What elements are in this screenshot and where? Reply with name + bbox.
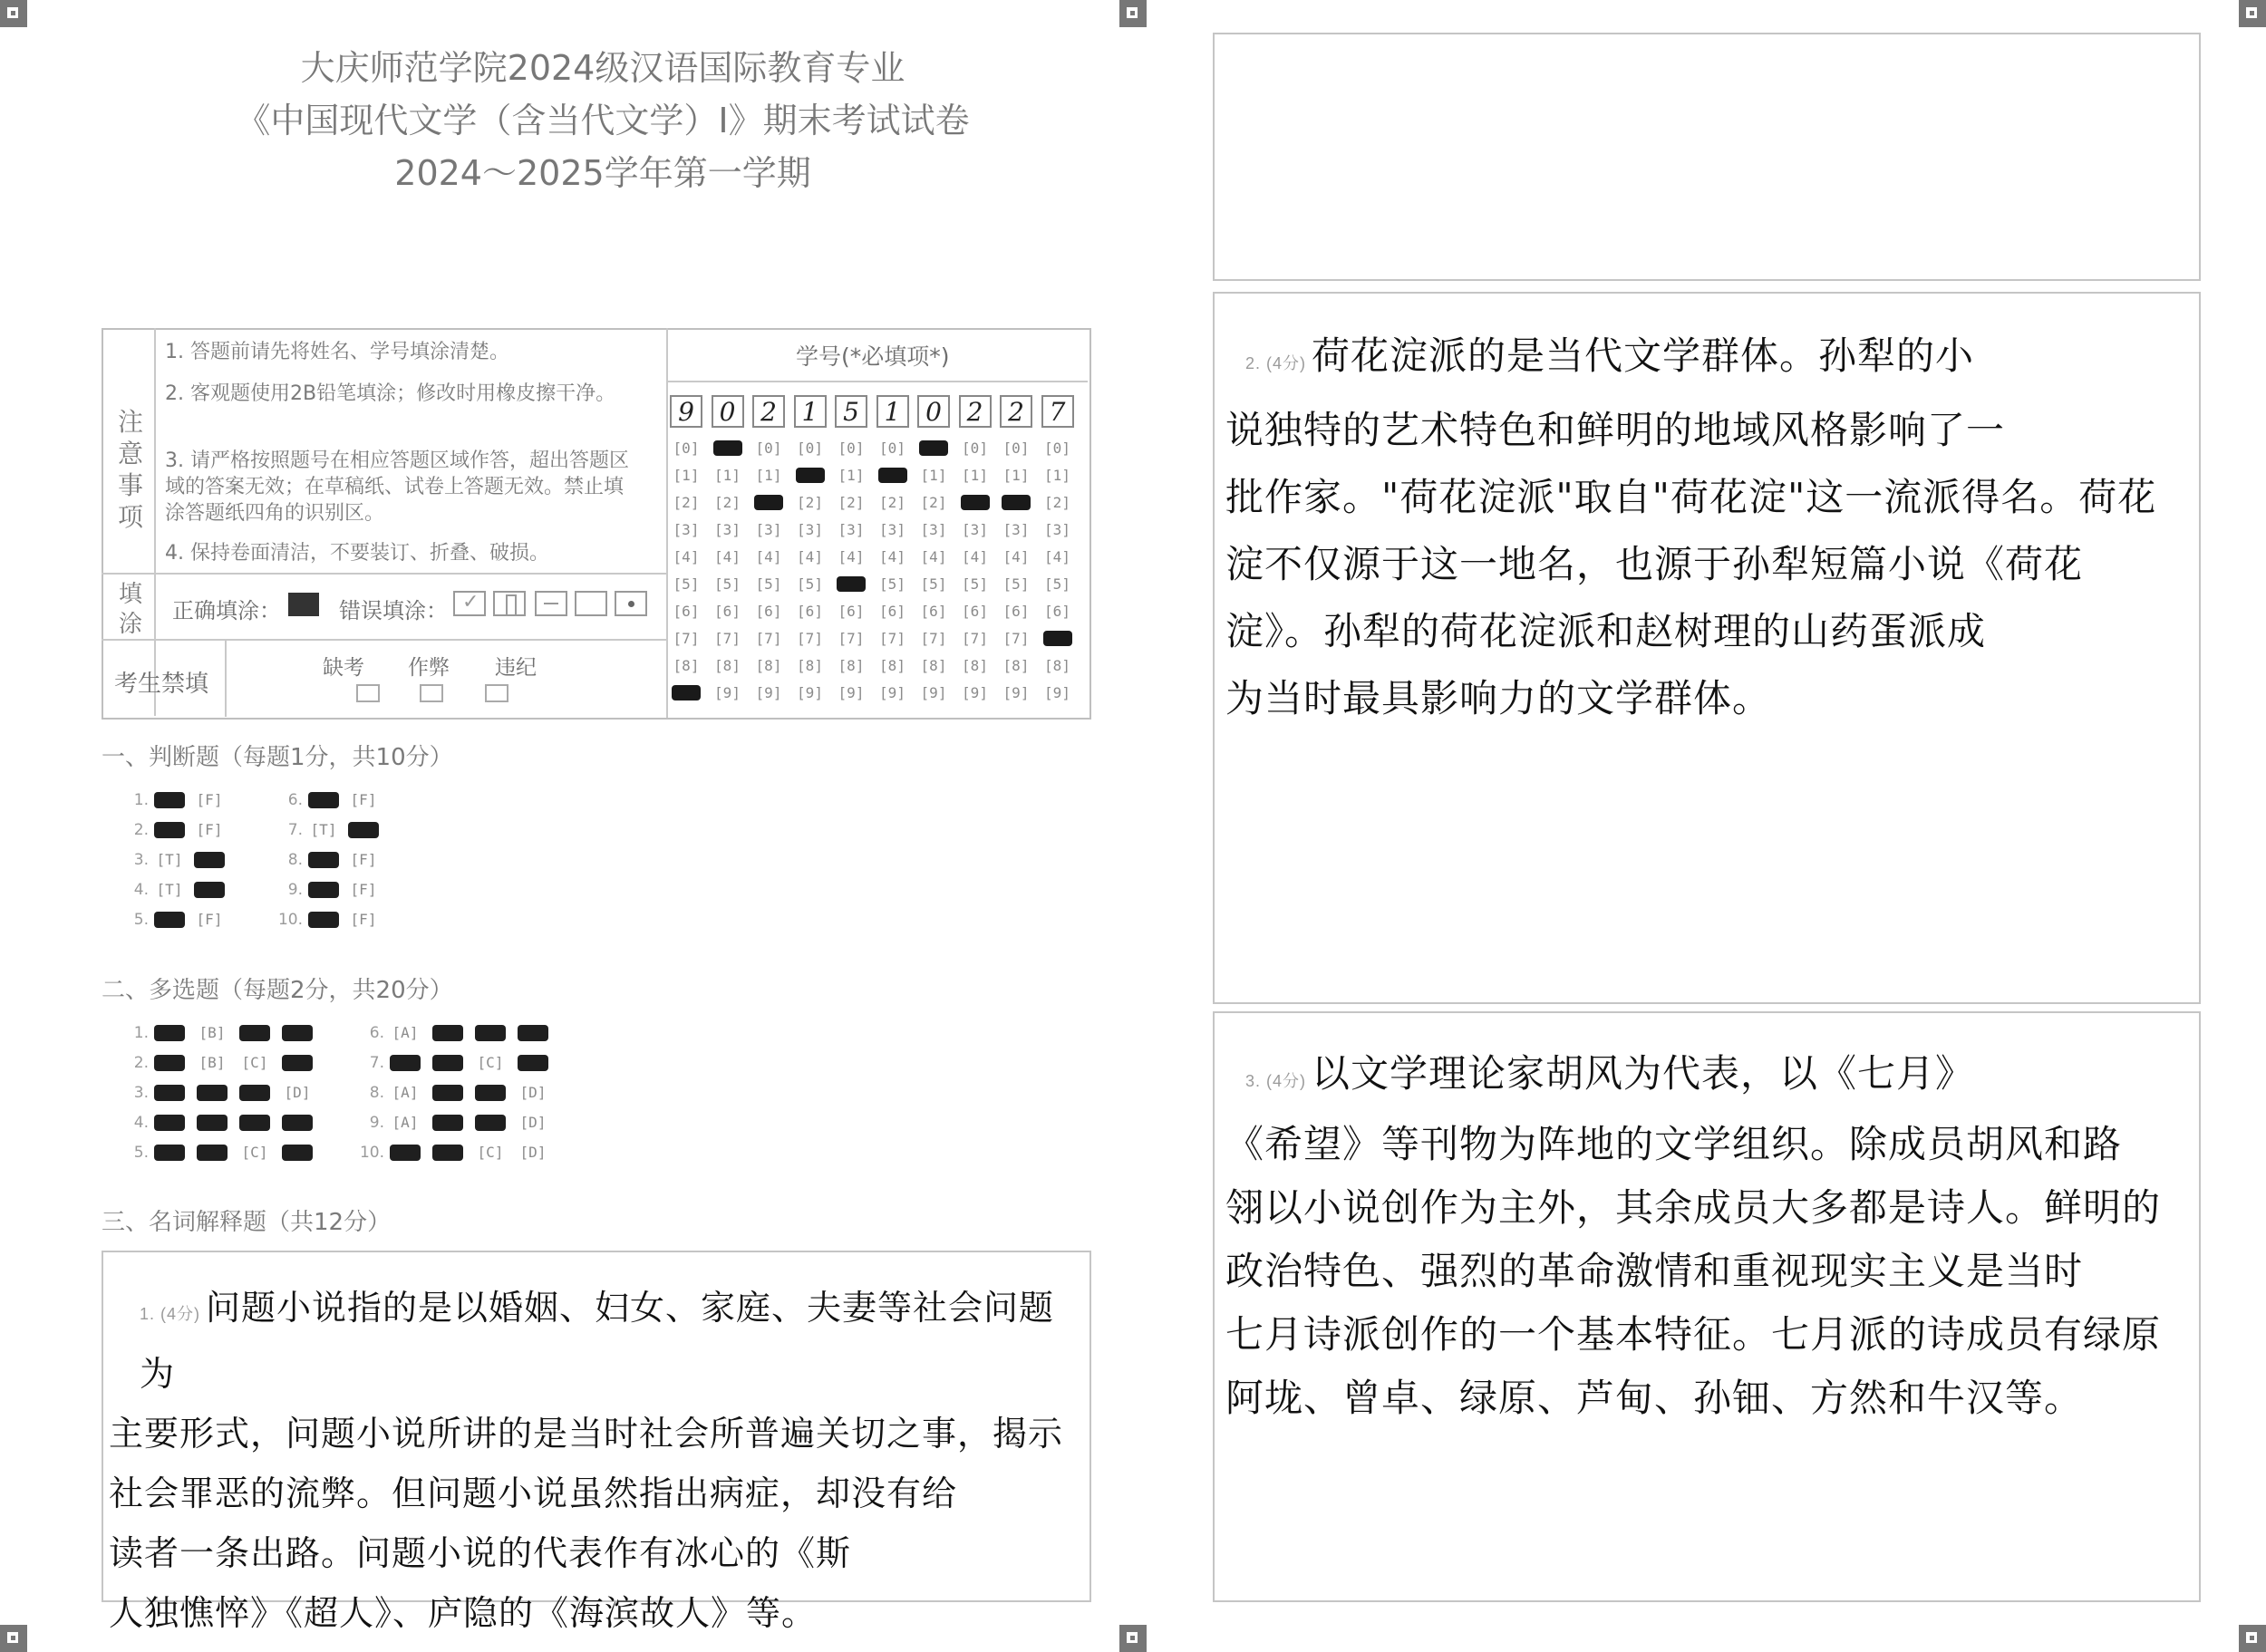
student-id-bubble[interactable]: [8] [838,657,865,674]
mc-question-number: 5. [133,1144,149,1162]
tf-question-number: 10. [277,911,303,929]
mc-option-b[interactable] [197,1144,228,1162]
wrong-fill-check-sample: ✓ [453,591,486,616]
answer-q3-text [1225,1042,2186,1430]
mc-option-c[interactable]: [C] [241,1054,268,1071]
answer-q2-line: 批作家。"荷花淀派"取自"荷花淀"这一流派得名。荷花 [1225,475,2157,519]
student-id-bubble[interactable]: [7] [838,630,865,647]
mc-option-b[interactable] [432,1054,463,1072]
mc-option-d[interactable] [282,1144,313,1162]
tf-option-f[interactable]: [F] [196,821,223,838]
student-id-bubble[interactable]: [8] [879,657,905,674]
mc-option-d[interactable] [282,1024,313,1042]
answer-q3-line: 七月诗派创作的一个基本特征。七月派的诗成员有绿原 [1225,1312,2162,1357]
student-id-bubble[interactable] [876,466,909,486]
student-id-bubble[interactable]: [7] [714,630,741,647]
student-id-digit-cell: 2 [1000,395,1032,428]
mc-option-a[interactable] [154,1024,185,1042]
mc-question-number: 9. [369,1114,384,1132]
tf-option-f[interactable]: [F] [350,911,377,928]
cheat-label: 作弊 [408,656,450,680]
violation-checkbox[interactable] [485,684,508,702]
student-id-bubble[interactable]: [4] [879,548,905,565]
tf-option-t[interactable] [308,851,339,869]
student-id-bubble[interactable]: [0] [797,440,823,457]
student-id-bubble[interactable]: [6] [1002,603,1030,620]
student-id-bubble[interactable]: [8] [714,657,741,674]
student-id-bubble[interactable] [794,466,827,486]
notice-item-1: 1. 答题前请先将姓名、学号填涂清楚。 [165,341,509,363]
divider [666,328,668,718]
section1-title: 一、判断题（每题1分，共10分） [102,744,453,771]
student-id-bubble[interactable]: [3] [920,521,947,538]
mc-question-number: 8. [369,1084,384,1102]
mc-option-d[interactable]: [D] [284,1084,311,1101]
tf-option-t[interactable] [308,911,339,929]
wrong-fill-dash-sample [535,591,567,616]
student-id-bubble[interactable]: [2] [879,494,905,511]
mc-option-c[interactable]: [C] [477,1054,504,1071]
mc-question-number: 4. [133,1114,149,1132]
student-id-bubble[interactable]: [6] [879,603,905,620]
mc-question-number: 1. [133,1024,149,1042]
student-id-bubble[interactable]: [5] [879,575,905,593]
mc-question-number: 3. [133,1084,149,1102]
student-id-bubble[interactable] [959,493,992,513]
student-id-bubble[interactable]: [3] [962,521,988,538]
divider [102,639,666,641]
tf-question-number: 8. [287,851,303,869]
student-id-bubble[interactable]: [5] [1044,575,1070,593]
student-id-digit-cell: 5 [835,395,867,428]
student-id-bubble[interactable]: [8] [920,657,947,674]
mc-option-a[interactable] [390,1144,421,1162]
student-id-bubble[interactable]: [3] [673,521,700,538]
student-id-bubble[interactable]: [1] [673,467,700,484]
student-id-bubble[interactable] [670,683,702,703]
answer-q1-line: 读者一条出路。问题小说的代表作有冰心的《斯 [109,1533,852,1573]
mc-option-b[interactable] [432,1144,463,1162]
student-id-bubble[interactable]: [6] [962,603,988,620]
corner-mark-top-right [2239,0,2266,27]
student-id-bubble[interactable]: [3] [714,521,741,538]
student-id-digit-cell: 2 [752,395,785,428]
student-id-bubble[interactable]: [6] [755,603,782,620]
title-line-2: 《中国现代文学（含当代文学）Ⅰ》期末考试试卷 [236,101,970,140]
answer-q1-score: 1. (4分) [140,1305,201,1323]
student-id-bubble[interactable]: [0] [673,440,700,457]
mc-option-c[interactable] [239,1114,270,1132]
divider [225,639,227,717]
answer-q2-line: 2. (4分) 荷花淀派的是当代文学群体。孙犁的小 [1245,333,1975,378]
divider [102,573,666,575]
mc-option-d[interactable] [282,1054,313,1072]
student-id-bubble[interactable]: [9] [1002,684,1030,701]
mc-option-a[interactable] [154,1084,185,1102]
student-id-bubble[interactable]: [1] [755,467,782,484]
student-id-bubble[interactable]: [9] [920,684,947,701]
student-id-bubble[interactable]: [7] [920,630,947,647]
answer-q2-line: 淀不仅源于这一地名，也源于孙犁短篇小说《荷花 [1225,542,2084,586]
mc-option-d[interactable]: [D] [519,1114,547,1131]
mc-option-c[interactable]: [C] [477,1144,504,1161]
title-line-1: 大庆师范学院2024级汉语国际教育专业 [300,48,905,88]
mc-option-d[interactable] [518,1024,548,1042]
student-id-bubble[interactable]: [3] [838,521,865,538]
student-id-bubble[interactable]: [1] [920,467,947,484]
correct-fill-sample [288,593,319,616]
mc-option-b[interactable] [432,1114,463,1132]
student-id-bubble[interactable]: [2] [714,494,741,511]
answer-q1-line: 1. (4分) 问题小说指的是以婚姻、妇女、家庭、夫妻等社会问题为 [140,1288,1055,1394]
student-id-bubble[interactable]: [8] [1002,657,1030,674]
student-id-bubble[interactable]: [4] [962,548,988,565]
mc-option-c[interactable]: [C] [241,1144,268,1161]
tf-option-f[interactable]: [F] [350,851,377,868]
tf-option-f[interactable]: [F] [350,881,377,898]
student-id-bubble[interactable]: [7] [1002,630,1030,647]
student-id-digit-cell: 2 [959,395,992,428]
notice-item-4: 4. 保持卷面清洁，不要装订、折叠、破损。 [165,542,549,565]
student-id-bubble[interactable]: [6] [920,603,947,620]
student-id-bubble[interactable] [917,439,950,459]
correct-fill-label: 正确填涂： [172,598,281,623]
student-id-bubble[interactable]: [3] [1044,521,1070,538]
tf-option-t[interactable]: [T] [156,881,183,898]
student-id-bubble[interactable]: [6] [714,603,741,620]
student-id-bubble[interactable]: [7] [797,630,823,647]
student-id-bubble[interactable]: [9] [714,684,741,701]
answer-q2-line: 说独特的艺术特色和鲜明的地域风格影响了一 [1225,408,2006,452]
divider [154,328,156,716]
student-id-bubble[interactable]: [9] [962,684,988,701]
mc-option-b[interactable] [197,1084,228,1102]
tf-option-f[interactable] [194,851,225,869]
answer-q3-line: 3. (4分) 以文学理论家胡风为代表，以《七月》 [1245,1051,1975,1096]
student-id-title: 学号(*必填项*) [796,343,950,370]
fill-label: 填涂 [118,581,142,638]
student-id-bubble[interactable]: [1] [714,467,741,484]
mc-option-a[interactable] [154,1114,185,1132]
wrong-fill-bar-sample [493,591,526,616]
answer-q2-score: 2. (4分) [1245,354,1307,372]
student-id-bubble[interactable]: [1] [962,467,988,484]
mc-option-a[interactable]: [A] [392,1084,419,1101]
student-id-bubble[interactable]: [3] [879,521,905,538]
student-id-bubble[interactable]: [8] [797,657,823,674]
mc-option-c[interactable] [475,1024,506,1042]
student-id-digit-cell: 9 [670,395,702,428]
student-id-bubble[interactable]: [6] [838,603,865,620]
student-id-bubble[interactable]: [4] [838,548,865,565]
answer-q1-line: 主要形式，问题小说所讲的是当时社会所普遍关切之事，揭示 [109,1414,1064,1454]
mc-option-b[interactable] [197,1114,228,1132]
student-id-bubble[interactable]: [7] [879,630,905,647]
mc-option-a[interactable] [154,1144,185,1162]
tf-option-t[interactable]: [T] [156,851,183,868]
corner-mark-bottom-left [0,1625,27,1652]
tf-question-number: 4. [133,881,149,899]
mc-option-a[interactable] [390,1054,421,1072]
mc-option-b[interactable]: [B] [199,1024,226,1041]
tf-option-t[interactable] [154,821,185,839]
mc-option-a[interactable]: [A] [392,1114,419,1131]
absent-label: 缺考 [323,656,364,680]
student-id-bubble[interactable] [1041,629,1074,649]
student-id-bubble[interactable]: [1] [1044,467,1070,484]
student-id-bubble[interactable]: [8] [755,657,782,674]
student-id-bubble[interactable]: [4] [1002,548,1030,565]
mc-option-a[interactable]: [A] [392,1024,419,1041]
mc-option-b[interactable]: [B] [199,1054,226,1071]
student-id-bubble[interactable]: [5] [1002,575,1030,593]
answer-q3-line: 《希望》等刊物为阵地的文学组织。除成员胡风和路 [1225,1122,2123,1166]
student-id-bubble[interactable] [1000,493,1032,513]
tf-option-t[interactable] [154,911,185,929]
answer-q1-line: 社会罪恶的流弊。但问题小说虽然指出病症，却没有给 [109,1473,958,1513]
tf-option-f[interactable]: [F] [196,791,223,808]
student-id-bubble[interactable]: [0] [1002,440,1030,457]
section2-title: 二、多选题（每题2分，共20分） [102,977,453,1004]
violation-label: 违纪 [495,656,537,680]
answer-q3-line: 政治特色、强烈的革命激情和重视现实主义是当时 [1225,1249,2084,1293]
mc-question-number: 10. [359,1144,384,1162]
student-id-bubble[interactable]: [6] [1044,603,1070,620]
tf-option-f[interactable]: [F] [196,911,223,928]
tf-option-f[interactable]: [F] [350,791,377,808]
tf-question-number: 5. [133,911,149,929]
student-id-bubble[interactable]: [2] [838,494,865,511]
mc-option-d[interactable]: [D] [519,1144,547,1161]
section3-title: 三、名词解释题（共12分） [102,1209,392,1236]
student-id-bubble[interactable]: [2] [920,494,947,511]
student-id-bubble[interactable]: [5] [797,575,823,593]
cheat-checkbox[interactable] [420,684,443,702]
mc-option-d[interactable]: [D] [519,1084,547,1101]
answer-q2-line: 淀》。孙犁的荷花淀派和赵树理的山药蛋派成 [1225,609,1987,653]
tf-question-number: 2. [133,821,149,839]
answer-q1-text [109,1278,1079,1643]
student-id-bubble[interactable]: [3] [797,521,823,538]
tf-question-number: 6. [287,791,303,809]
mc-question-number: 2. [133,1054,149,1072]
mc-option-c[interactable] [475,1114,506,1132]
student-id-bubble[interactable]: [4] [920,548,947,565]
student-id-bubble[interactable]: [4] [673,548,700,565]
student-id-bubble[interactable]: [2] [673,494,700,511]
student-id-bubble[interactable]: [9] [879,684,905,701]
mc-option-c[interactable] [239,1084,270,1102]
answer-q3-score: 3. (4分) [1245,1072,1307,1090]
student-id-bubble[interactable]: [0] [755,440,782,457]
student-id-bubble[interactable]: [5] [962,575,988,593]
student-id-bubble[interactable]: [8] [1044,657,1070,674]
answer-q1-line: 人独憔悴》《超人》、庐隐的《海滨故人》等。 [109,1593,818,1633]
student-id-bubble[interactable]: [4] [755,548,782,565]
mc-option-a[interactable] [154,1054,185,1072]
notice-label: 注意事项 [117,407,143,532]
student-id-bubble[interactable] [752,493,785,513]
student-id-bubble[interactable]: [5] [714,575,741,593]
tf-option-f[interactable] [348,821,379,839]
student-id-bubble[interactable]: [9] [838,684,865,701]
student-id-bubble[interactable]: [9] [755,684,782,701]
answer-q2-line: 为当时最具影响力的文学群体。 [1225,676,1772,720]
student-id-bubble[interactable]: [2] [1044,494,1070,511]
student-id-bubble[interactable]: [2] [797,494,823,511]
student-id-digit-cell: 0 [712,395,744,428]
tf-option-t[interactable] [308,791,339,809]
tf-option-f[interactable] [194,881,225,899]
tf-option-t[interactable] [308,881,339,899]
student-id-bubble[interactable]: [7] [962,630,988,647]
tf-option-t[interactable] [154,791,185,809]
student-id-bubble[interactable]: [8] [673,657,700,674]
student-id-bubble[interactable] [835,575,867,594]
student-id-bubble[interactable]: [5] [673,575,700,593]
student-id-bubble[interactable]: [0] [879,440,905,457]
mc-option-d[interactable] [518,1054,548,1072]
student-id-bubble[interactable]: [7] [673,630,700,647]
answer-q2-text [1225,323,2186,732]
corner-mark-bottom-right [2239,1625,2266,1652]
prohibit-label: 考生禁填 [114,671,209,698]
student-id-bubble[interactable]: [5] [755,575,782,593]
mc-option-c[interactable] [475,1084,506,1102]
student-id-bubble[interactable]: [0] [1044,440,1070,457]
student-id-bubble[interactable]: [4] [714,548,741,565]
student-id-digit-cell: 1 [876,395,909,428]
notice-item-2: 2. 客观题使用2B铅笔填涂；修改时用橡皮擦干净。 [165,382,616,405]
student-id-bubble[interactable]: [5] [920,575,947,593]
student-id-bubble[interactable]: [1] [838,467,865,484]
student-id-bubble[interactable]: [4] [797,548,823,565]
student-id-bubble[interactable]: [0] [838,440,865,457]
mc-question-number: 7. [369,1054,384,1072]
blank-answer-box[interactable] [1213,33,2201,281]
absent-checkbox[interactable] [356,684,380,702]
student-id-bubble[interactable]: [4] [1044,548,1070,565]
title-line-3: 2024～2025学年第一学期 [394,153,811,193]
student-id-bubble[interactable]: [9] [1044,684,1070,701]
tf-option-t[interactable]: [T] [310,821,337,838]
tf-question-number: 9. [287,881,303,899]
corner-mark-top-center [1119,0,1147,27]
mc-option-b[interactable] [432,1084,463,1102]
tf-question-number: 1. [133,791,149,809]
student-id-bubble[interactable] [712,439,744,459]
student-id-bubble[interactable]: [6] [673,603,700,620]
wrong-fill-empty-sample [575,591,607,616]
student-id-bubble[interactable]: [6] [797,603,823,620]
divider [666,381,1088,382]
student-id-bubble[interactable]: [7] [755,630,782,647]
answer-q3-line: 翎以小说创作为主外，其余成员大多都是诗人。鲜明的 [1225,1185,2162,1230]
corner-mark-bottom-center [1119,1625,1147,1652]
student-id-bubble[interactable]: [0] [962,440,988,457]
wrong-fill-dot-sample [615,591,647,616]
tf-question-number: 7. [287,821,303,839]
mc-question-number: 6. [369,1024,384,1042]
wrong-fill-label: 错误填涂： [339,598,448,623]
notice-item-3: 3. 请严格按照题号在相应答题区域作答，超出答题区域的答案无效；在草稿纸、试卷上答题无效。禁止填涂答题纸四角的识别区。 [165,449,629,525]
student-id-bubble[interactable]: [3] [755,521,782,538]
corner-mark-top-left [0,0,27,27]
student-id-digit-cell: 0 [917,395,950,428]
mc-option-b[interactable] [432,1024,463,1042]
tf-question-number: 3. [133,851,149,869]
mc-option-c[interactable] [239,1024,270,1042]
student-id-bubble[interactable]: [3] [1002,521,1030,538]
student-id-digit-cell: 1 [794,395,827,428]
student-id-digit-cell: 7 [1041,395,1074,428]
mc-option-d[interactable] [282,1114,313,1132]
student-id-bubble[interactable]: [8] [962,657,988,674]
student-id-bubble[interactable]: [9] [797,684,823,701]
answer-q3-line: 阿垅、曾卓、绿原、芦甸、孙钿、方然和牛汉等。 [1225,1376,2084,1420]
student-id-bubble[interactable]: [1] [1002,467,1030,484]
